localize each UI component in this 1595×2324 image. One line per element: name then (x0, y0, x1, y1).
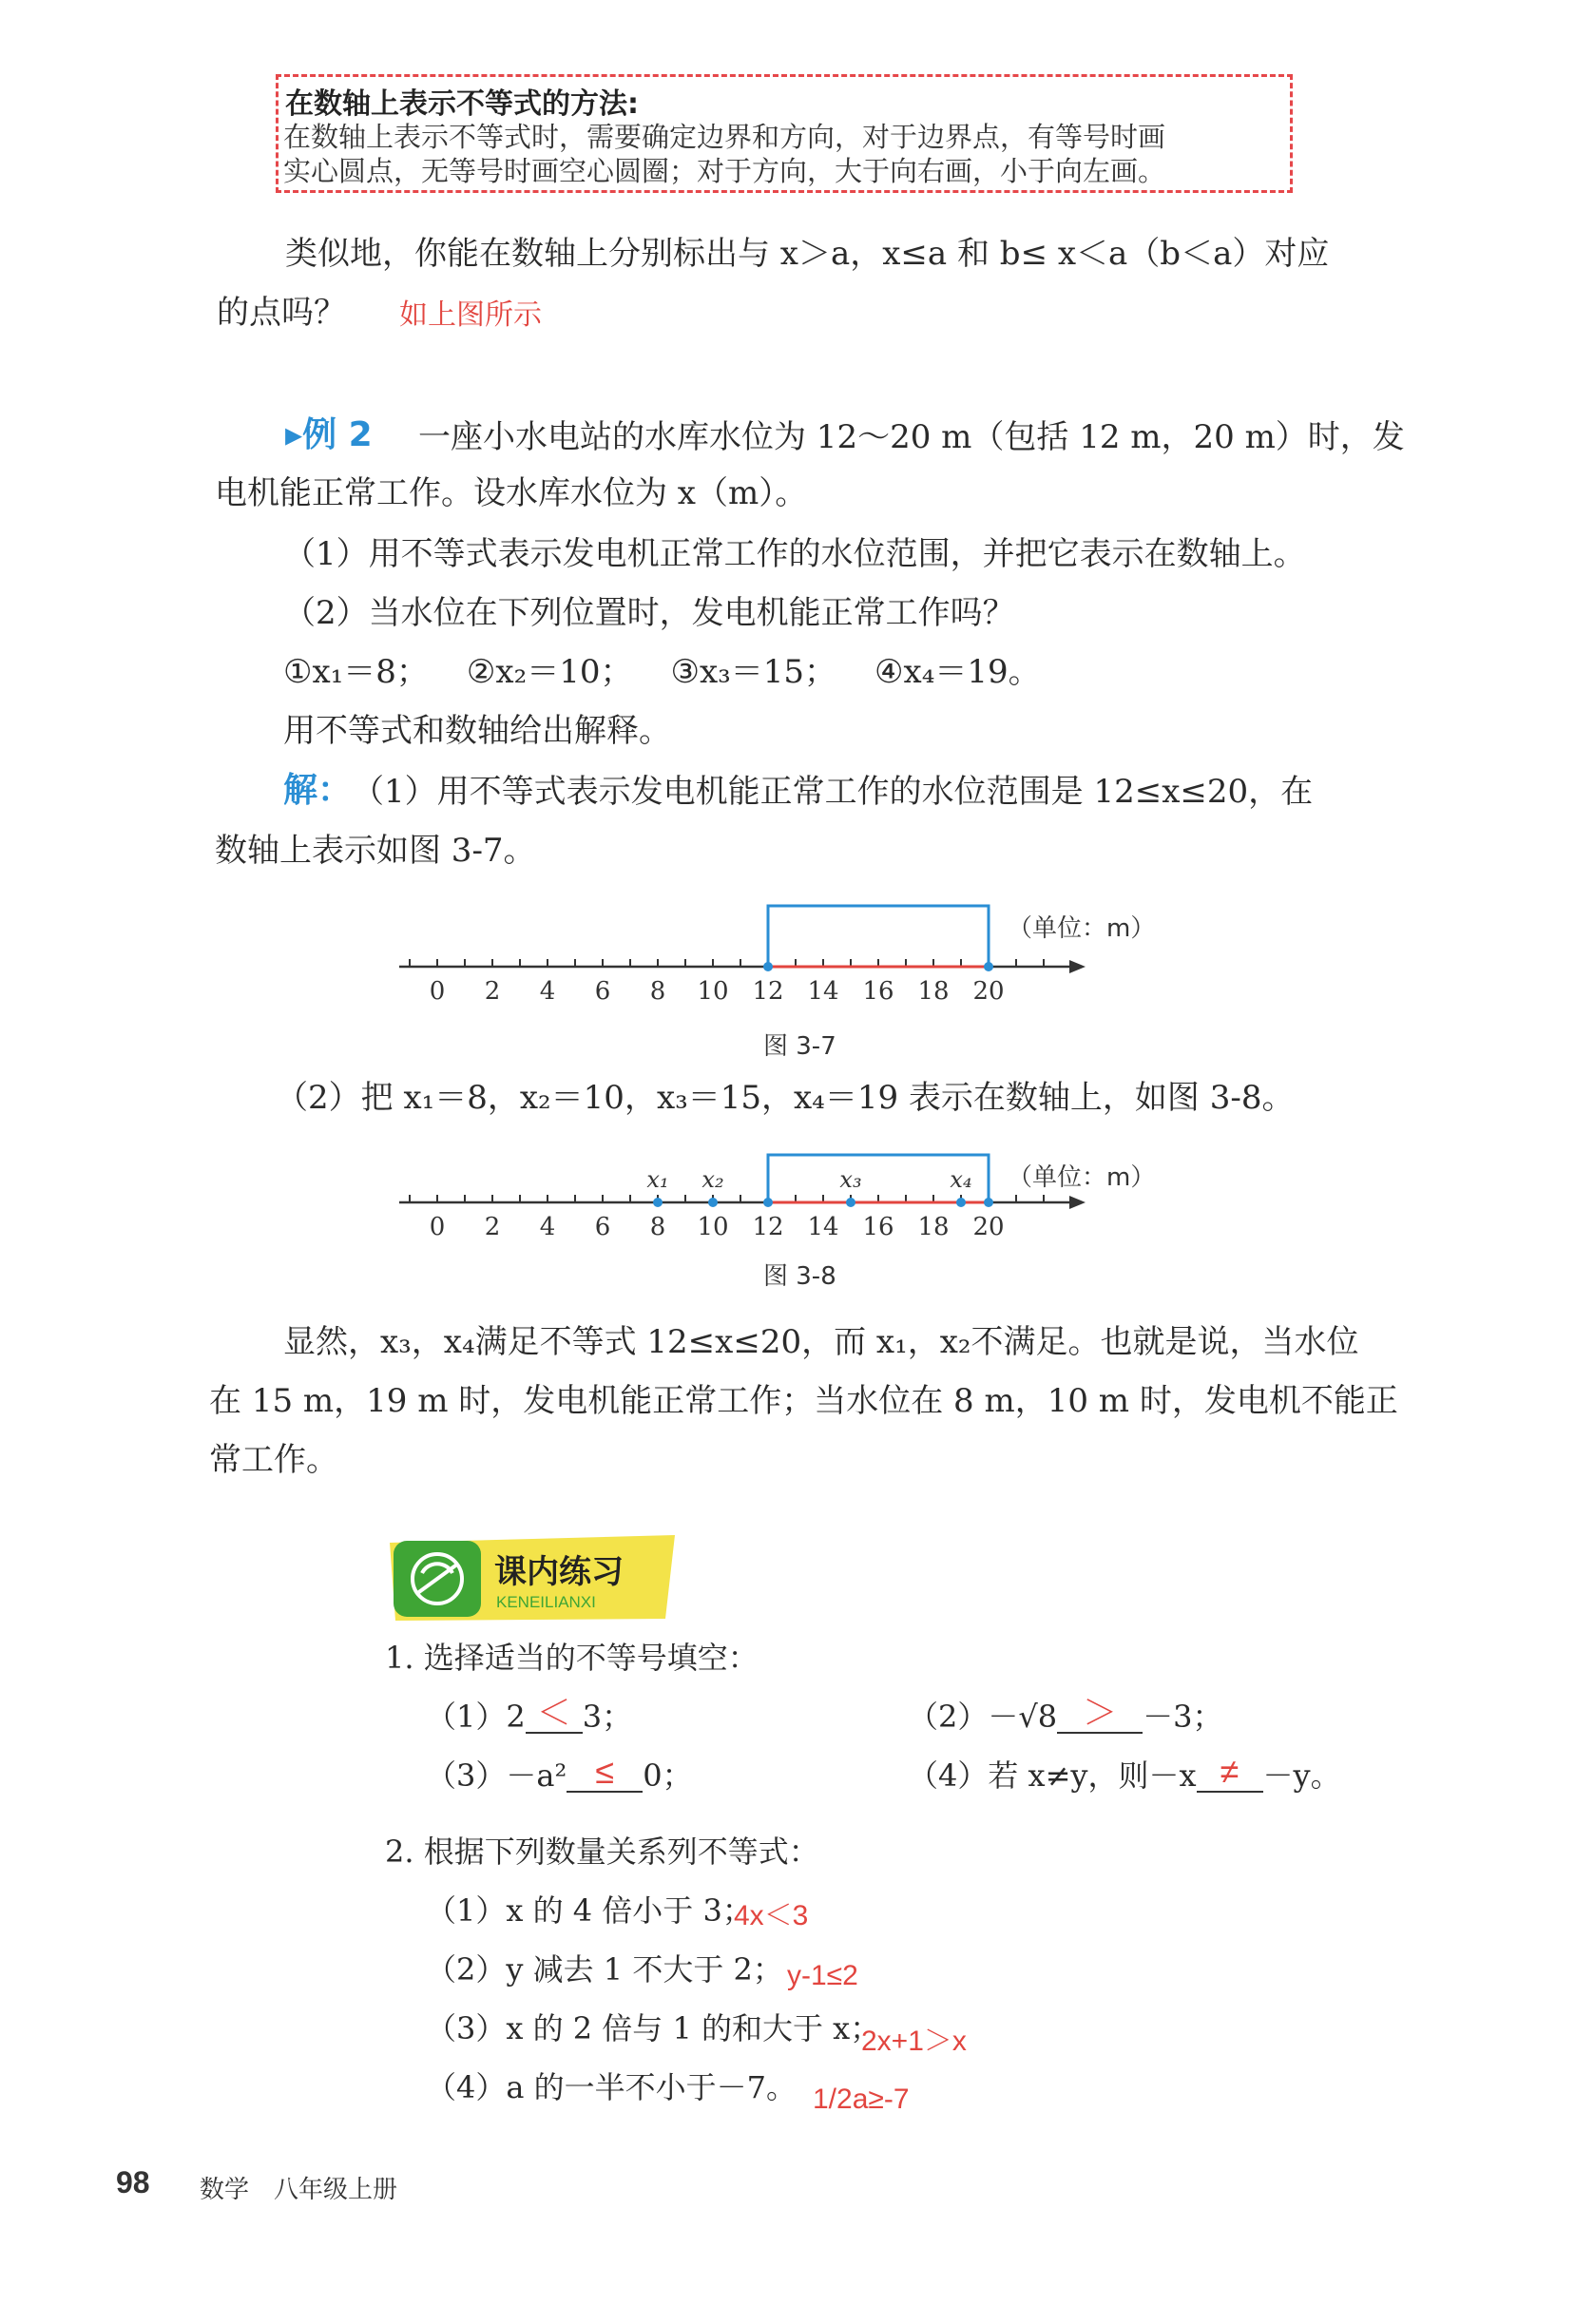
tick-label: 14 (807, 977, 839, 1006)
q1-item-3-blank (567, 1752, 643, 1793)
solution-part-2: （2）把 x₁＝8，x₂＝10，x₃＝15，x₄＝19 表示在数轴上，如图 3-8。 (276, 1079, 1295, 1117)
tick-label: 20 (972, 977, 1005, 1006)
practice-q2-item-3: （3）x 的 2 倍与 1 的和大于 x； (426, 2010, 881, 2046)
point-dot (653, 1198, 663, 1207)
note-title: 在数轴上表示不等式的方法: (285, 87, 639, 121)
unit-label: （单位：m） (1008, 914, 1156, 943)
practice-q2-answer-2: y-1≤2 (787, 1960, 858, 1991)
tick-label: 10 (697, 1213, 729, 1241)
question-handwritten-answer: 如上图所示 (399, 299, 542, 331)
example-line-2: 电机能正常工作。设水库水位为 x（m）。 (215, 474, 808, 512)
point-label: x₃ (839, 1166, 862, 1193)
q1-item-4-blank (1197, 1752, 1263, 1793)
footer-subject: 数学 (200, 2176, 250, 2204)
q1-item-1-suffix: 3； (582, 1699, 633, 1735)
badge-subtitle: KENEILIANXI (496, 1593, 596, 1611)
note-line-2: 实心圆点，无等号时画空心圆圈；对于方向，大于向右画，小于向左画。 (283, 155, 1166, 187)
question-line-1: 类似地，你能在数轴上分别标出与 x＞a，x≤a 和 b≤ x＜a（b＜a）对应 (285, 235, 1330, 273)
example-item-4: ④x₄＝19。 (874, 653, 1041, 691)
q1-item-3-suffix: 0； (643, 1757, 693, 1794)
tick-label: 0 (429, 1213, 446, 1241)
number-line-figure-3-7 (399, 889, 1179, 1046)
conclusion-line-2: 在 15 m，19 m 时，发电机能正常工作；当水位在 8 m，10 m 时，发电机不能正 (209, 1382, 1398, 1420)
point-label: x₂ (701, 1166, 724, 1193)
note-line-1: 在数轴上表示不等式时，需要确定边界和方向，对于边界点，有等号时画 (283, 121, 1166, 153)
axis-arrow (1069, 1196, 1086, 1209)
axis-arrow (1069, 960, 1086, 973)
practice-q2-answer-4: 1/2a≥-7 (813, 2084, 910, 2115)
practice-q2-answer-3: 2x+1＞x (861, 2026, 967, 2057)
tick-label: 6 (594, 1213, 611, 1241)
practice-q2-item-2: （2）y 减去 1 不大于 2； (426, 1951, 783, 1988)
q1-item-2-blank (1057, 1693, 1143, 1734)
conclusion-line-1: 显然，x₃，x₄满足不等式 12≤x≤20，而 x₁，x₂不满足。也就是说，当水位 (283, 1323, 1359, 1361)
practice-q2-answer-1: 4x＜3 (734, 1900, 809, 1931)
tick-label: 0 (429, 977, 446, 1006)
endpoint-dot (984, 1198, 993, 1207)
endpoint-dot (984, 962, 993, 971)
example-item-1: ①x₁＝8； (283, 653, 429, 691)
q1-item-1-prefix: （1）2 (426, 1699, 526, 1735)
q1-item-3-answer: ≤ (595, 1752, 615, 1791)
practice-q1-item-4 (908, 1752, 1341, 1794)
practice-q1-item-3 (426, 1752, 693, 1794)
footer-grade: 八年级上册 (274, 2176, 398, 2204)
practice-badge (390, 1535, 675, 1621)
tick-label: 14 (807, 1213, 839, 1241)
practice-q2-item-4: （4）a 的一半不小于－7。 (426, 2069, 797, 2105)
point-dot (956, 1198, 966, 1207)
endpoint-dot (763, 1198, 773, 1207)
q1-item-2-prefix: （2）－√8 (908, 1699, 1058, 1735)
point-label: x₄ (950, 1166, 972, 1193)
example-part-1: （1）用不等式表示发电机正常工作的水位范围，并把它表示在数轴上。 (283, 535, 1306, 573)
tick-label: 18 (917, 1213, 950, 1241)
tick-label: 16 (862, 1213, 894, 1241)
example-label: ▸例 2 (285, 415, 373, 454)
q1-item-4-suffix: －y。 (1262, 1757, 1341, 1794)
q1-item-2-suffix: －3； (1143, 1699, 1223, 1735)
tick-label: 12 (752, 977, 784, 1006)
tick-label: 4 (539, 977, 556, 1006)
solution-label: 解： (283, 771, 353, 810)
practice-q2-title: 2. 根据下列数量关系列不等式： (385, 1834, 819, 1870)
solution-line-1: （1）用不等式表示发电机能正常工作的水位范围是 12≤x≤20，在 (352, 773, 1314, 811)
point-dot (708, 1198, 718, 1207)
tick-label: 20 (972, 1213, 1005, 1241)
point-label: x₁ (646, 1166, 669, 1193)
tick-label: 8 (649, 977, 666, 1006)
q1-item-3-prefix: （3）－a² (426, 1757, 567, 1794)
tick-label: 8 (649, 1213, 666, 1241)
practice-q1-item-2 (908, 1693, 1223, 1735)
figure-3-8-caption: 图 3-8 (763, 1262, 836, 1291)
tick-label: 10 (697, 977, 729, 1006)
endpoint-dot (763, 962, 773, 971)
badge-title: 课内练习 (494, 1553, 624, 1591)
number-line-figure-3-8 (399, 1131, 1179, 1274)
question-line-2: 的点吗？ (217, 294, 346, 332)
example-part-2: （2）当水位在下列位置时，发电机能正常工作吗？ (283, 594, 1015, 632)
practice-q1-item-1 (426, 1693, 633, 1735)
tick-label: 4 (539, 1213, 556, 1241)
practice-q1-title: 1. 选择适当的不等号填空： (385, 1640, 759, 1676)
unit-label: （单位：m） (1008, 1163, 1156, 1192)
example-instruction: 用不等式和数轴给出解释。 (283, 712, 671, 750)
practice-q2-item-1: （1）x 的 4 倍小于 3； (426, 1892, 753, 1929)
point-dot (846, 1198, 855, 1207)
q1-item-2-answer: ＞ (1083, 1693, 1118, 1732)
tick-label: 16 (862, 977, 894, 1006)
q1-item-1-blank (526, 1693, 583, 1734)
conclusion-line-3: 常工作。 (209, 1441, 338, 1479)
example-item-2: ②x₂＝10； (466, 653, 633, 691)
example-line-1: 一座小水电站的水库水位为 12～20 m（包括 12 m，20 m）时，发 (418, 418, 1405, 456)
tick-label: 2 (484, 977, 501, 1006)
tick-label: 12 (752, 1213, 784, 1241)
q1-item-1-answer: ＜ (536, 1693, 571, 1732)
q1-item-4-answer: ≠ (1220, 1752, 1239, 1791)
solution-line-2: 数轴上表示如图 3-7。 (215, 832, 536, 870)
example-items (283, 653, 1139, 691)
q1-item-4-prefix: （4）若 x≠y，则－x (908, 1757, 1197, 1794)
figure-3-7-caption: 图 3-7 (763, 1032, 836, 1061)
example-item-3: ③x₃＝15； (670, 653, 837, 691)
interval-bracket (768, 906, 989, 967)
tick-label: 2 (484, 1213, 501, 1241)
tick-label: 18 (917, 977, 950, 1006)
tick-label: 6 (594, 977, 611, 1006)
page-number: 98 (116, 2165, 150, 2199)
